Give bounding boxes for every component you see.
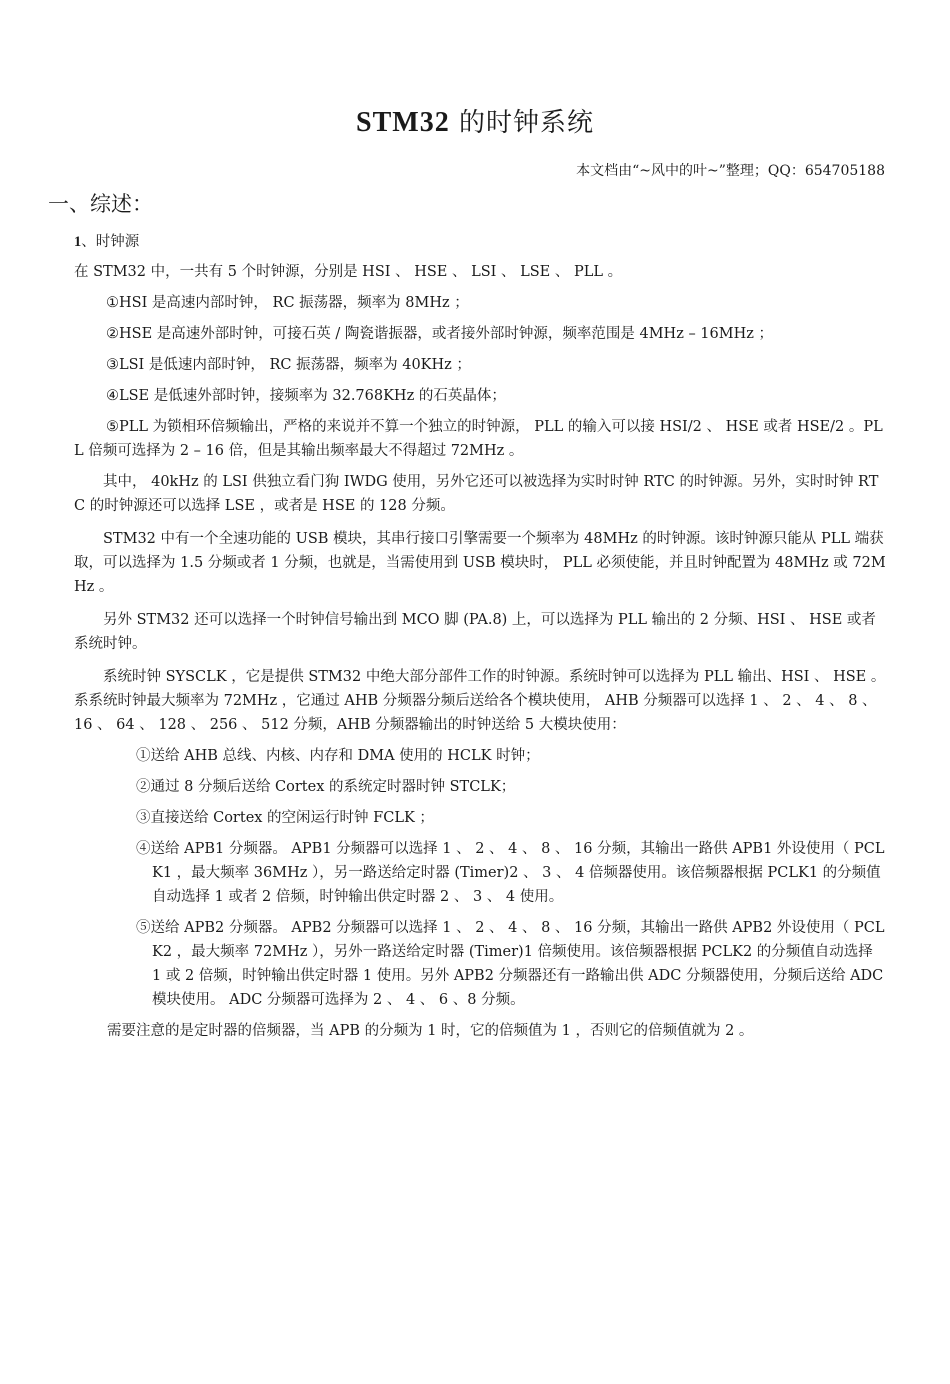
paragraph-mco: 另外 STM32 还可以选择一个时钟信号输出到 MCO 脚 (PA.8) 上，可以选择为 PLL 输出的 2 分频、HSI 、 HSE 或者系统时钟。 xyxy=(74,612,876,652)
module-item-fclk: ③直接送给 Cortex 的空闲运行时钟 FCLK ； xyxy=(136,810,434,826)
attribution-line: 本文档由“~风中的叶~”整理；QQ：654705188 xyxy=(576,163,885,179)
module-item-apb2: ⑤送给 APB2 分频器。 APB2 分频器可以选择 1 、 2 、 4 、 8 、 16 分频，其输出一路供 APB2 外设使用（ PCLK2 ，最大频率 72MHz ），另外一路送给定时器 (Timer)1 倍频使用。该倍频器根据 PCLK2 的分频值自动选择 1 或 2 倍频，时钟输出供定时器 1 使用。另外 APB2 分频器还有一路输出供 ADC 分频器使用，分频后送给 ADC 模块使用。 ADC 分频器可选择为 2 、 4 、 6 、8 分频。 xyxy=(136,920,885,1008)
subsection-heading xyxy=(74,230,139,254)
module-item-stclk: ②通过 8 分频后送给 Cortex 的系统定时器时钟 STCLK； xyxy=(136,779,516,795)
paragraph-lsi-rtc: 其中， 40kHz 的 LSI 供独立看门狗 IWDG 使用，另外它还可以被选择为实时时钟 RTC 的时钟源。另外，实时时钟 RTC 的时钟源还可以选择 LSE ，或者是 HSE 的 128 分频。 xyxy=(74,474,879,514)
intro-paragraph: 在 STM32 中，一共有 5 个时钟源，分别是 HSI 、 HSE 、 LSI 、 LSE 、 PLL 。 xyxy=(74,264,623,280)
source-item-lse: ④LSE 是低速外部时钟，接频率为 32.768KHz 的石英晶体； xyxy=(106,388,506,404)
subsection-text: 、时钟源 xyxy=(81,234,140,250)
section-heading: 一、综述： xyxy=(48,192,153,216)
paragraph-usb: STM32 中有一个全速功能的 USB 模块，其串行接口引擎需要一个频率为 48MHz 的时钟源。该时钟源只能从 PLL 端获取，可以选择为 1.5 分频或者 1 分频，也就是，当需使用到 USB 模块时， PLL 必须使能，并且时钟配置为 48MHz 或 72MHz 。 xyxy=(74,531,886,595)
title-cjk: 的时钟系统 xyxy=(458,108,594,138)
source-item-hsi: ①HSI 是高速内部时钟， RC 振荡器，频率为 8MHz ； xyxy=(106,295,469,311)
document-title xyxy=(0,106,950,140)
note-paragraph: 需要注意的是定时器的倍频器，当 APB 的分频为 1 时，它的倍频值为 1 ，否则它的倍频值就为 2 。 xyxy=(107,1023,754,1039)
source-item-hse: ②HSE 是高速外部时钟，可接石英 / 陶瓷谐振器，或者接外部时钟源，频率范围是 4MHz – 16MHz ； xyxy=(106,326,773,342)
source-item-lsi: ③LSI 是低速内部时钟， RC 振荡器，频率为 40KHz ； xyxy=(106,357,471,373)
module-item-apb1: ④送给 APB1 分频器。 APB1 分频器可以选择 1 、 2 、 4 、 8 、 16 分频，其输出一路供 APB1 外设使用（ PCLK1 ，最大频率 36MHz ），另一路送给定时器 (Timer)2 、 3 、 4 倍频器使用。该倍频器根据 PCLK1 的分频值自动选择 1 或者 2 倍频，时钟输出供定时器 2 、 3 、 4 使用。 xyxy=(136,841,885,905)
title-latin: STM32 xyxy=(356,107,450,138)
module-item-hclk: ①送给 AHB 总线、内核、内存和 DMA 使用的 HCLK 时钟； xyxy=(136,748,540,764)
paragraph-sysclk: 系统时钟 SYSCLK ，它是提供 STM32 中绝大部分部件工作的时钟源。系统时钟可以选择为 PLL 输出、HSI 、 HSE 。系系统时钟最大频率为 72MHz ，它通过 AHB 分频器分频后送给各个模块使用， AHB 分频器可以选择 1 、 2 、 4 、 8 、 16 、 64 、 128 、 256 、 512 分频，AHB 分频器输出的时钟送给 5 大模块使用： xyxy=(74,669,886,733)
subsection-number: 1 xyxy=(74,234,82,250)
source-item-pll: ⑤PLL 为锁相环倍频输出，严格的来说并不算一个独立的时钟源， PLL 的输入可以接 HSI/2 、 HSE 或者 HSE/2 。PLL 倍频可选择为 2 – 16 倍，但是其输出频率最大不得超过 72MHz 。 xyxy=(74,419,883,459)
document-body xyxy=(74,260,886,1049)
